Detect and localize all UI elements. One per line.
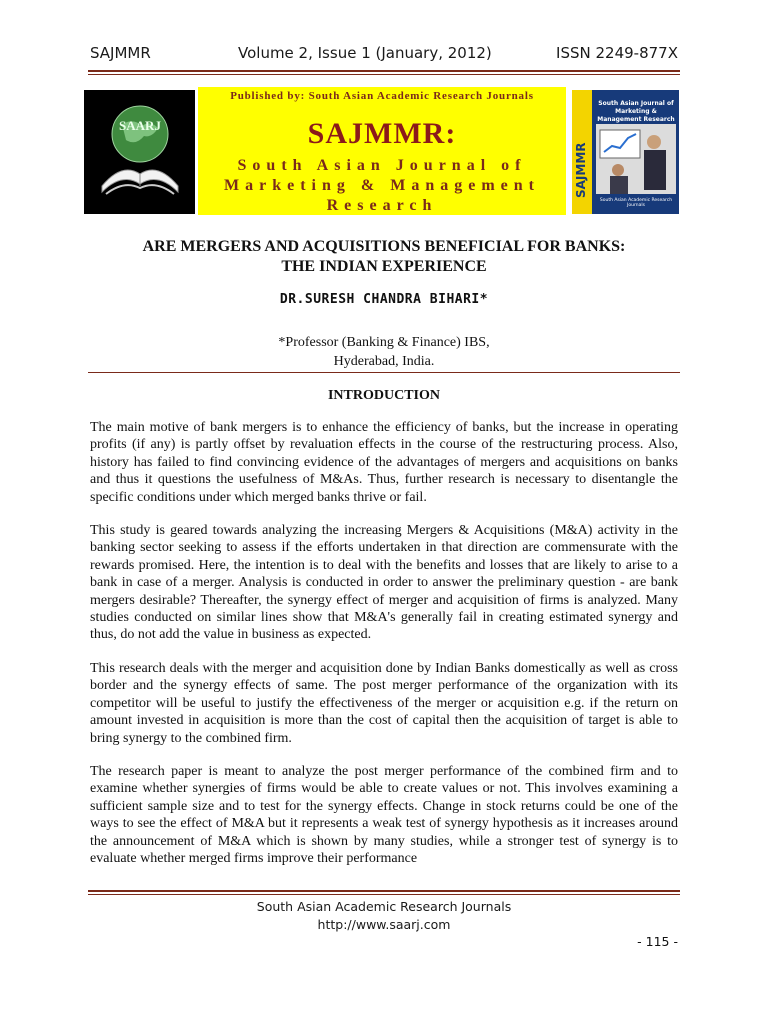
page-number: - 115 - xyxy=(637,934,678,949)
paragraph: This research deals with the merger and acquisition done by Indian Banks domestically as well as cross border and the synergy effects of same. The post merger performance of the organization with its competitor will be useful to justify the effectiveness of the merger or acquisition e.g. if the return on amount invested in acquisition is more than the cost of capital then the acquisition of target is able to bring synergy to the combined firm. xyxy=(90,660,678,746)
paragraph: This study is geared towards analyzing the increasing Mergers & Acquisitions (M&A) activity in the banking sector seeking to assess if the efforts undertaken in that direction are commensurate with the rewards promised. Here, the intention is to deal with the benefits and losses that are likely to arise to a bank in case of a merger. Analysis is conducted in order to answer the preliminary question - are bank mergers desirable? Thereafter, the synergy effect of merger and acquisition of firms is analyzed. Many studies conducted on similar lines show that M&A's generally fail in creating estimated synergy and thus, do not add the value in business as expected. xyxy=(90,523,678,643)
footer-url[interactable]: http://www.saarj.com xyxy=(317,917,451,932)
paper-title-line2: THE INDIAN EXPERIENCE xyxy=(281,258,487,275)
footer-rule xyxy=(88,890,680,892)
journal-name-line2: Marketing & Management xyxy=(224,177,540,194)
section-rule xyxy=(88,372,680,373)
paper-title-line1: ARE MERGERS AND ACQUISITIONS BENEFICIAL FOR BANKS: xyxy=(142,238,626,255)
journal-abbrev: SAJMMR: xyxy=(307,117,457,150)
page-footer xyxy=(90,898,678,934)
paragraph: The main motive of bank mergers is to enhance the efficiency of banks, but the increase in operating profits (if any) is partly offset by revaluation effects in the course of the restructuring process. Also, history has failed to find convincing evidence of the advantages of mergers and acquisitions on banks and thus it questions the usefulness of M&As. Thus, further research is necessary to disentangle the specific conditions under which merged banks thrive or fail. xyxy=(90,420,678,505)
logo-text: SAARJ xyxy=(119,118,161,133)
journal-cover-image xyxy=(572,90,679,214)
affiliation-line1: *Professor (Banking & Finance) IBS, xyxy=(278,335,490,350)
author-affiliation xyxy=(90,333,678,371)
affiliation-line2: Hyderabad, India. xyxy=(333,354,435,369)
footer-rule-thin xyxy=(88,894,680,895)
article-body xyxy=(90,419,678,883)
cover-spine-text: SAJMMR xyxy=(574,142,588,198)
journal-name-line1: South Asian Journal of xyxy=(237,157,527,174)
footer-publisher: South Asian Academic Research Journals xyxy=(256,899,512,914)
header-rule-thin xyxy=(88,74,680,75)
running-head-issn: ISSN 2249-877X xyxy=(556,44,678,62)
running-head-volume: Volume 2, Issue 1 (January, 2012) xyxy=(238,44,492,62)
cover-footer: South Asian Academic Research Journals xyxy=(599,198,673,208)
journal-name-line3: Research xyxy=(326,197,438,214)
running-head-journal: SAJMMR xyxy=(90,44,151,62)
header-rule xyxy=(88,70,680,72)
paragraph: The research paper is meant to analyze the post merger performance of the combined firm and to examine whether synergies of firms would be able to create values or not. This involves examining a sufficient sample size and to test for the synergy effects. Change in stock returns could be one of the ways to see the effect of M&A but it represents a weak test of synergy hypothesis as it increases around the announcement of M&A which is shown by many studies, while a stronger test of synergy is to evaluate whether merged firms improve their performance xyxy=(90,763,678,866)
paper-title xyxy=(90,237,678,277)
presentation-photo-icon xyxy=(596,124,676,194)
book-globe-icon xyxy=(84,90,195,214)
publisher-line: Published by: South Asian Academic Research Journals xyxy=(230,90,534,102)
author-name: DR.SURESH CHANDRA BIHARI* xyxy=(279,292,489,307)
cover-photo xyxy=(596,124,676,194)
journal-banner xyxy=(198,87,566,215)
saarj-logo xyxy=(84,90,195,214)
cover-title: South Asian Journal of Marketing & Management Research xyxy=(597,100,675,123)
section-heading: INTRODUCTION xyxy=(327,388,440,403)
